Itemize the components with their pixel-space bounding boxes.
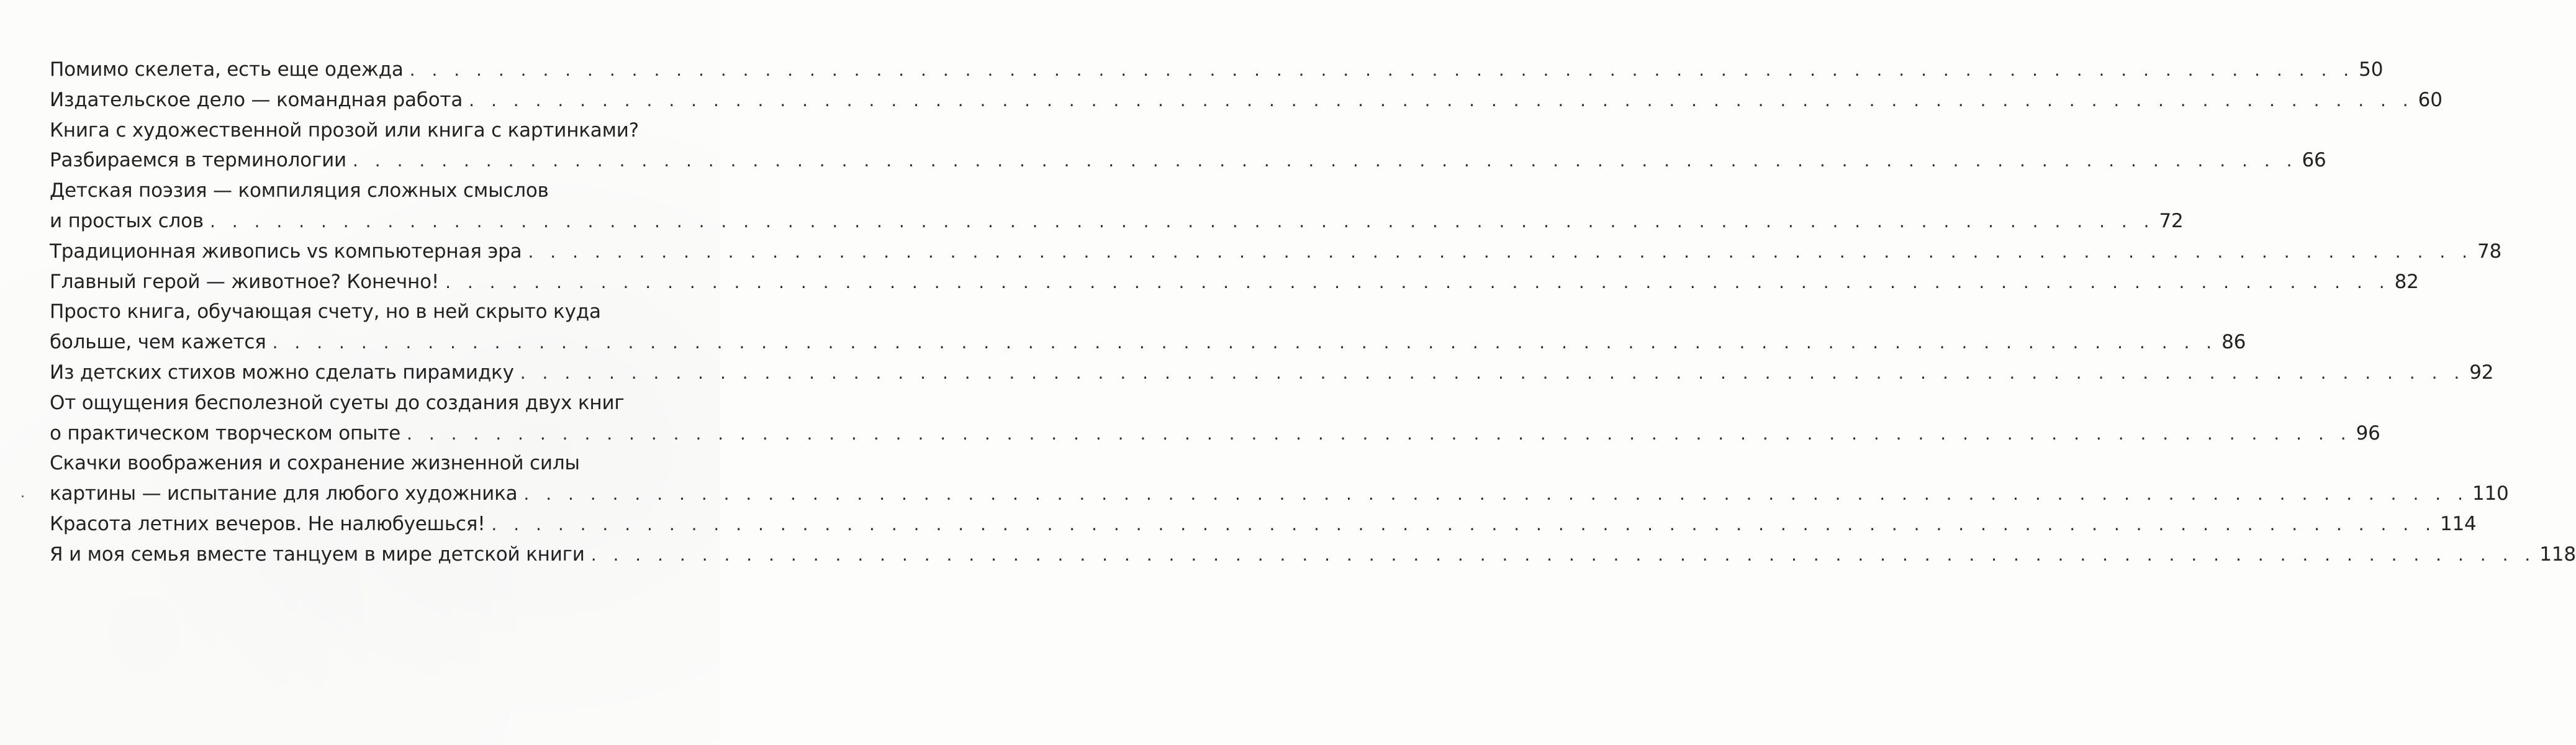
toc-entry-title: картины — испытание для любого художника — [50, 482, 518, 505]
toc-entry-title: и простых слов — [50, 209, 204, 232]
toc-entry-page: 92 — [2469, 361, 2494, 384]
toc-leader-dots: . . . . . . . . . . . . . . . . . . . . . . . . . . . . . . . . . . . . . . . . . . . . . . . . . . . . . . . . . . . . . . . . . . . . . . . . . . . . . . . . . . . . . . . . — [491, 513, 2436, 535]
table-of-contents — [50, 55, 2576, 570]
ink-speck — [22, 495, 24, 497]
toc-entry — [50, 327, 2246, 358]
toc-entry-title: Традиционная живопись vs компьютерная эра — [50, 240, 522, 263]
toc-entry — [50, 206, 2184, 237]
toc-entry-continued — [50, 176, 677, 206]
toc-leader-dots: . . . . . . . . . . . . . . . . . . . . . . . . . . . . . . . . . . . . . . . . . . . . . . . . . . . . . . . . . . . . . . . . . . . . . . . . . . . . . . . . . . . . . . . . — [409, 60, 2355, 80]
toc-entry-page: 66 — [2302, 149, 2326, 172]
toc-entry-page: 50 — [2359, 58, 2384, 81]
toc-leader-dots: . . . . . . . . . . . . . . . . . . . . . . . . . . . . . . . . . . . . . . . . . . . . . . . . . . . . . . . . . . . . . . . . . . . . . . . . . . . . . . . . . . . . . . . . — [445, 271, 2390, 292]
toc-entry-title: Красота летних вечеров. Не налюбуешься! — [50, 512, 486, 535]
toc-entry-title: Из детских стихов можно сделать пирамидку — [50, 361, 514, 384]
toc-entry-page: 114 — [2440, 512, 2477, 535]
toc-entry-continued — [50, 115, 677, 146]
toc-entry-continued — [50, 297, 677, 327]
toc-entry-continued — [50, 448, 677, 479]
toc-entry-page: 96 — [2356, 422, 2380, 445]
toc-leader-dots: . . . . . . . . . . . . . . . . . . . . . . . . . . . . . . . . . . . . . . . . . . . . . . . . . . . . . . . . . . . . . . . . . . . . . . . . . . . . . . . . . . . . . . . . — [210, 210, 2155, 232]
toc-leader-dots: . . . . . . . . . . . . . . . . . . . . . . . . . . . . . . . . . . . . . . . . . . . . . . . . . . . . . . . . . . . . . . . . . . . . . . . . . . . . . . . . . . . . . . . . — [407, 423, 2352, 444]
toc-entry-page: 60 — [2418, 88, 2443, 111]
toc-entry-title: Я и моя семья вместе танцуем в мире детской книги — [50, 543, 585, 566]
toc-entry-title: Помимо скелета, есть еще одежда — [50, 58, 404, 81]
toc-entry — [50, 540, 2576, 570]
toc-entry-title: Книга с художественной прозой или книга с картинками? — [50, 119, 639, 142]
toc-entry-title: Детская поэзия — компиляция сложных смыслов — [50, 179, 549, 202]
toc-entry — [50, 479, 2509, 509]
toc-entry — [50, 85, 2443, 115]
toc-entry — [50, 418, 2380, 449]
toc-entry-title: о практическом творческом опыте — [50, 422, 401, 445]
toc-leader-dots: . . . . . . . . . . . . . . . . . . . . . . . . . . . . . . . . . . . . . . . . . . . . . . . . . . . . . . . . . . . . . . . . . . . . . . . . . . . . . . . . . . . . . . . . — [523, 484, 2469, 505]
toc-entry-title: Главный герой — животное? Конечно! — [50, 270, 440, 293]
toc-leader-dots: . . . . . . . . . . . . . . . . . . . . . . . . . . . . . . . . . . . . . . . . . . . . . . . . . . . . . . . . . . . . . . . . . . . . . . . . . . . . . . . . . . . . . . . . — [352, 150, 2298, 171]
toc-entry-page: 82 — [2394, 270, 2419, 293]
toc-leader-dots: . . . . . . . . . . . . . . . . . . . . . . . . . . . . . . . . . . . . . . . . . . . . . . . . . . . . . . . . . . . . . . . . . . . . . . . . . . . . . . . . . . . . . . . . — [272, 332, 2218, 353]
toc-entry — [50, 358, 2494, 388]
toc-entry-title: Скачки воображения и сохранение жизненной силы — [50, 452, 580, 475]
toc-leader-dots: . . . . . . . . . . . . . . . . . . . . . . . . . . . . . . . . . . . . . . . . . . . . . . . . . . . . . . . . . . . . . . . . . . . . . . . . . . . . . . . . . . . . . . . . — [469, 89, 2414, 111]
toc-entry — [50, 267, 2419, 297]
toc-entry-title: От ощущения бесполезной суеты до создания двух книг — [50, 391, 625, 414]
toc-entry-title: Просто книга, обучающая счету, но в ней скрыто куда — [50, 300, 601, 323]
toc-entry — [50, 145, 2326, 176]
toc-entry-page: 86 — [2221, 331, 2246, 354]
toc-entry-page: 118 — [2539, 543, 2576, 566]
toc-entry — [50, 509, 2477, 540]
toc-entry-title: больше, чем кажется — [50, 331, 266, 354]
toc-leader-dots: . . . . . . . . . . . . . . . . . . . . . . . . . . . . . . . . . . . . . . . . . . . . . . . . . . . . . . . . . . . . . . . . . . . . . . . . . . . . . . . . . . . . . . . . — [520, 362, 2465, 383]
toc-entry-page: 72 — [2159, 209, 2184, 232]
toc-entry-title: Издательское дело — командная работа — [50, 88, 463, 111]
toc-entry-page: 78 — [2477, 240, 2502, 263]
toc-entry-title: Разбираемся в терминологии — [50, 149, 346, 172]
toc-leader-dots: . . . . . . . . . . . . . . . . . . . . . . . . . . . . . . . . . . . . . . . . . . . . . . . . . . . . . . . . . . . . . . . . . . . . . . . . . . . . . . . . . . . . . . . . — [590, 544, 2536, 565]
toc-entry-page: 110 — [2472, 482, 2509, 505]
toc-entry-continued — [50, 388, 677, 418]
toc-leader-dots: . . . . . . . . . . . . . . . . . . . . . . . . . . . . . . . . . . . . . . . . . . . . . . . . . . . . . . . . . . . . . . . . . . . . . . . . . . . . . . . . . . . . . . . . — [528, 241, 2474, 262]
toc-entry — [50, 55, 2384, 85]
toc-entry — [50, 237, 2502, 267]
